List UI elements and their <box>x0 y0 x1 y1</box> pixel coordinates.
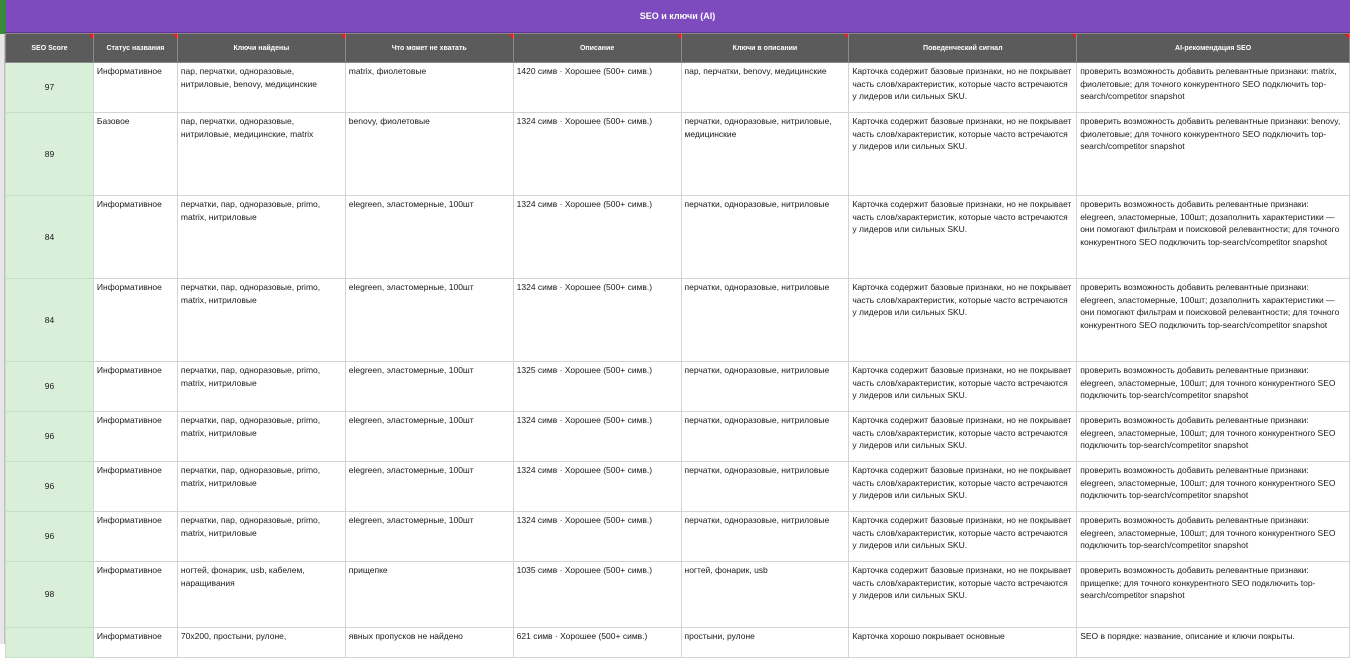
missing-cell[interactable]: elegreen, эластомерные, 100шт <box>345 362 513 412</box>
col-header-behavior-signal[interactable] <box>849 34 1077 63</box>
seo-score-cell[interactable]: 96 <box>6 412 94 462</box>
seo-score-cell[interactable]: 97 <box>6 63 94 113</box>
description-cell[interactable]: 1324 симв · Хорошее (500+ симв.) <box>513 279 681 362</box>
ai-recommendation-cell[interactable]: проверить возможность добавить релевантные признаки: elegreen, эластомерные, 100шт; для точного конкурентного SEO подключить top-search/competitor snapshot <box>1077 412 1350 462</box>
col-header-label: Описание <box>579 44 615 52</box>
col-header-missing[interactable] <box>345 34 513 63</box>
col-header-label: Ключи найдены <box>233 44 290 52</box>
missing-cell[interactable]: прищепке <box>345 562 513 628</box>
keys-found-cell[interactable]: перчатки, пар, одноразовые, primo, matrix, нитриловые <box>177 362 345 412</box>
col-header-label: Ключи в описании <box>732 44 798 52</box>
behavior-signal-cell[interactable]: Карточка содержит базовые признаки, но не покрывает часть слов/характеристик, которые часто встречаются у лидеров или сильных SKU. <box>849 512 1077 562</box>
comment-indicator-icon <box>172 34 177 39</box>
banner-title: SEO и ключи (AI) <box>639 11 716 21</box>
comment-indicator-icon <box>508 34 513 39</box>
col-header-ai-recommendation[interactable] <box>1077 34 1350 63</box>
ai-recommendation-cell[interactable]: SEO в порядке: название, описание и ключи покрыты. <box>1077 628 1350 658</box>
section-banner[interactable] <box>5 0 1350 33</box>
ai-recommendation-cell[interactable]: проверить возможность добавить релевантные признаки: elegreen, эластомерные, 100шт; для точного конкурентного SEO подключить top-search/competitor snapshot <box>1077 512 1350 562</box>
title-status-cell[interactable]: Информативное <box>93 362 177 412</box>
keys-found-cell[interactable]: ногтей, фонарик, usb, кабелем, наращивания <box>177 562 345 628</box>
col-header-desc-keys[interactable] <box>681 34 849 63</box>
missing-cell[interactable]: elegreen, эластомерные, 100шт <box>345 512 513 562</box>
desc-keys-cell[interactable]: перчатки, одноразовые, нитриловые <box>681 512 849 562</box>
missing-cell[interactable]: elegreen, эластомерные, 100шт <box>345 412 513 462</box>
missing-cell[interactable]: matrix, фиолетовые <box>345 63 513 113</box>
seo-score-cell[interactable] <box>6 628 94 658</box>
description-cell[interactable]: 1324 симв · Хорошее (500+ симв.) <box>513 113 681 196</box>
keys-found-cell[interactable]: перчатки, пар, одноразовые, primo, matrix, нитриловые <box>177 279 345 362</box>
desc-keys-cell[interactable]: перчатки, одноразовые, нитриловые, медицинские <box>681 113 849 196</box>
header-row <box>6 34 1350 63</box>
desc-keys-cell[interactable]: перчатки, одноразовые, нитриловые <box>681 412 849 462</box>
keys-found-cell[interactable]: перчатки, пар, одноразовые, primo, matrix, нитриловые <box>177 462 345 512</box>
seo-score-cell[interactable]: 84 <box>6 196 94 279</box>
seo-table <box>5 33 1350 658</box>
behavior-signal-cell[interactable]: Карточка хорошо покрывает основные <box>849 628 1077 658</box>
title-status-cell[interactable]: Информативное <box>93 279 177 362</box>
col-header-label: Поведенческий сигнал <box>923 44 1003 52</box>
col-header-label: Что может не хватать <box>391 44 467 52</box>
seo-score-cell[interactable]: 98 <box>6 562 94 628</box>
description-cell[interactable]: 1324 симв · Хорошее (500+ симв.) <box>513 412 681 462</box>
desc-keys-cell[interactable]: перчатки, одноразовые, нитриловые <box>681 462 849 512</box>
comment-indicator-icon <box>843 34 848 39</box>
desc-keys-cell[interactable]: простыни, рулоне <box>681 628 849 658</box>
table-row <box>6 113 1350 196</box>
desc-keys-cell[interactable]: перчатки, одноразовые, нитриловые <box>681 196 849 279</box>
behavior-signal-cell[interactable]: Карточка содержит базовые признаки, но не покрывает часть слов/характеристик, которые часто встречаются у лидеров или сильных SKU. <box>849 113 1077 196</box>
ai-recommendation-cell[interactable]: проверить возможность добавить релевантные признаки: elegreen, эластомерные, 100шт; дозаполнить характеристики — они помогают фильтрам и поисковой релевантности; для точного конкурентного SEO подключить top-search/competitor snapshot <box>1077 196 1350 279</box>
description-cell[interactable]: 1035 симв · Хорошее (500+ симв.) <box>513 562 681 628</box>
title-status-cell[interactable]: Информативное <box>93 412 177 462</box>
ai-recommendation-cell[interactable]: проверить возможность добавить релевантные признаки: elegreen, эластомерные, 100шт; дозаполнить характеристики — они помогают фильтрам и поисковой релевантности; для точного конкурентного SEO подключить top-search/competitor snapshot <box>1077 279 1350 362</box>
desc-keys-cell[interactable]: перчатки, одноразовые, нитриловые <box>681 362 849 412</box>
ai-recommendation-cell[interactable]: проверить возможность добавить релевантные признаки: matrix, фиолетовые; для точного конкурентного SEO подключить top-search/competitor snapshot <box>1077 63 1350 113</box>
title-status-cell[interactable]: Информативное <box>93 462 177 512</box>
behavior-signal-cell[interactable]: Карточка содержит базовые признаки, но не покрывает часть слов/характеристик, которые часто встречаются у лидеров или сильных SKU. <box>849 196 1077 279</box>
description-cell[interactable]: 1324 симв · Хорошее (500+ симв.) <box>513 512 681 562</box>
keys-found-cell[interactable]: перчатки, пар, одноразовые, primo, matrix, нитриловые <box>177 412 345 462</box>
table-row <box>6 196 1350 279</box>
missing-cell[interactable]: elegreen, эластомерные, 100шт <box>345 462 513 512</box>
missing-cell[interactable]: elegreen, эластомерные, 100шт <box>345 279 513 362</box>
comment-indicator-icon <box>88 34 93 39</box>
behavior-signal-cell[interactable]: Карточка содержит базовые признаки, но не покрывает часть слов/характеристик, которые часто встречаются у лидеров или сильных SKU. <box>849 562 1077 628</box>
ai-recommendation-cell[interactable]: проверить возможность добавить релевантные признаки: benovy, фиолетовые; для точного конкурентного SEO подключить top-search/competitor snapshot <box>1077 113 1350 196</box>
table-row <box>6 279 1350 362</box>
table-row <box>6 628 1350 658</box>
table-row <box>6 462 1350 512</box>
table-row <box>6 562 1350 628</box>
behavior-signal-cell[interactable]: Карточка содержит базовые признаки, но не покрывает часть слов/характеристик, которые часто встречаются у лидеров или сильных SKU. <box>849 362 1077 412</box>
title-status-cell[interactable]: Базовое <box>93 113 177 196</box>
description-cell[interactable]: 1420 симв · Хорошее (500+ симв.) <box>513 63 681 113</box>
keys-found-cell[interactable]: 70x200, простыни, рулоне, <box>177 628 345 658</box>
ai-recommendation-cell[interactable]: проверить возможность добавить релевантные признаки: elegreen, эластомерные, 100шт; для точного конкурентного SEO подключить top-search/competitor snapshot <box>1077 362 1350 412</box>
seo-score-cell[interactable]: 96 <box>6 362 94 412</box>
comment-indicator-icon <box>1071 34 1076 39</box>
behavior-signal-cell[interactable]: Карточка содержит базовые признаки, но не покрывает часть слов/характеристик, которые часто встречаются у лидеров или сильных SKU. <box>849 412 1077 462</box>
seo-score-cell[interactable]: 96 <box>6 512 94 562</box>
behavior-signal-cell[interactable]: Карточка содержит базовые признаки, но не покрывает часть слов/характеристик, которые часто встречаются у лидеров или сильных SKU. <box>849 279 1077 362</box>
comment-indicator-icon <box>1344 34 1349 39</box>
keys-found-cell[interactable]: пар, перчатки, одноразовые, нитриловые, benovy, медицинские <box>177 63 345 113</box>
description-cell[interactable]: 1324 симв · Хорошее (500+ симв.) <box>513 462 681 512</box>
col-header-title-status[interactable] <box>93 34 177 63</box>
col-header-label: Статус названия <box>106 44 165 52</box>
table-row <box>6 412 1350 462</box>
title-status-cell[interactable]: Информативное <box>93 63 177 113</box>
table-row <box>6 63 1350 113</box>
behavior-signal-cell[interactable]: Карточка содержит базовые признаки, но не покрывает часть слов/характеристик, которые часто встречаются у лидеров или сильных SKU. <box>849 462 1077 512</box>
comment-indicator-icon <box>676 34 681 39</box>
ai-recommendation-cell[interactable]: проверить возможность добавить релевантные признаки: elegreen, эластомерные, 100шт; для точного конкурентного SEO подключить top-search/competitor snapshot <box>1077 462 1350 512</box>
seo-score-cell[interactable]: 96 <box>6 462 94 512</box>
col-header-label: SEO Score <box>31 44 68 52</box>
seo-score-cell[interactable]: 84 <box>6 279 94 362</box>
missing-cell[interactable]: elegreen, эластомерные, 100шт <box>345 196 513 279</box>
title-status-cell[interactable]: Информативное <box>93 196 177 279</box>
description-cell[interactable]: 621 симв · Хорошее (500+ симв.) <box>513 628 681 658</box>
title-status-cell[interactable]: Информативное <box>93 628 177 658</box>
title-status-cell[interactable]: Информативное <box>93 512 177 562</box>
keys-found-cell[interactable]: пар, перчатки, одноразовые, нитриловые, медицинские, matrix <box>177 113 345 196</box>
col-header-description[interactable] <box>513 34 681 63</box>
missing-cell[interactable]: явных пропусков не найдено <box>345 628 513 658</box>
missing-cell[interactable]: benovy, фиолетовые <box>345 113 513 196</box>
keys-found-cell[interactable]: перчатки, пар, одноразовые, primo, matrix, нитриловые <box>177 512 345 562</box>
table-row <box>6 512 1350 562</box>
desc-keys-cell[interactable]: пар, перчатки, benovy, медицинские <box>681 63 849 113</box>
col-header-keys-found[interactable] <box>177 34 345 63</box>
table-row <box>6 362 1350 412</box>
keys-found-cell[interactable]: перчатки, пар, одноразовые, primo, matrix, нитриловые <box>177 196 345 279</box>
behavior-signal-cell[interactable]: Карточка содержит базовые признаки, но не покрывает часть слов/характеристик, которые часто встречаются у лидеров или сильных SKU. <box>849 63 1077 113</box>
ai-recommendation-cell[interactable]: проверить возможность добавить релевантные признаки: прищепке; для точного конкурентного SEO подключить top-search/competitor snapshot <box>1077 562 1350 628</box>
desc-keys-cell[interactable]: ногтей, фонарик, usb <box>681 562 849 628</box>
col-header-seo-score[interactable] <box>6 34 94 63</box>
desc-keys-cell[interactable]: перчатки, одноразовые, нитриловые <box>681 279 849 362</box>
description-cell[interactable]: 1324 симв · Хорошее (500+ симв.) <box>513 196 681 279</box>
comment-indicator-icon <box>340 34 345 39</box>
description-cell[interactable]: 1325 симв · Хорошее (500+ симв.) <box>513 362 681 412</box>
title-status-cell[interactable]: Информативное <box>93 562 177 628</box>
col-header-label: AI-рекомендация SEO <box>1175 44 1252 52</box>
seo-score-cell[interactable]: 89 <box>6 113 94 196</box>
